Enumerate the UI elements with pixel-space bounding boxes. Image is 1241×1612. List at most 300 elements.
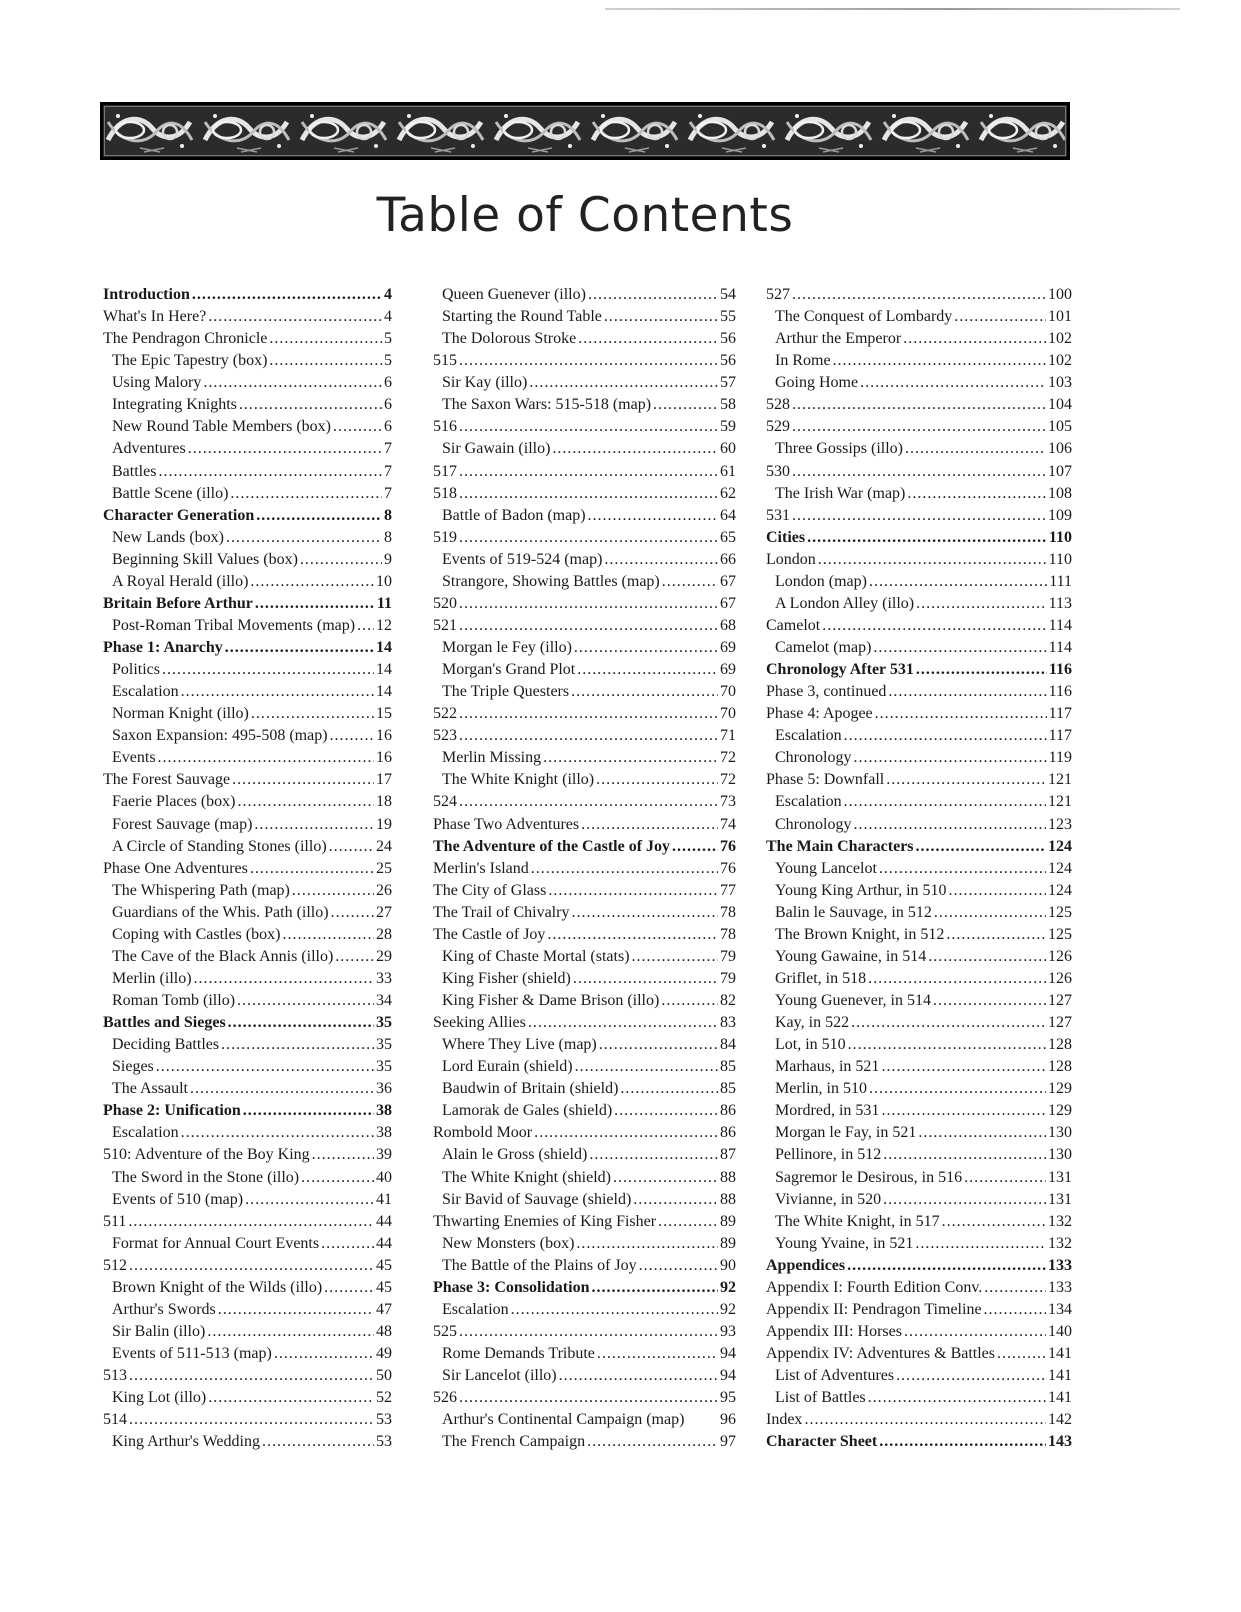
toc-leader-dots bbox=[543, 747, 718, 769]
toc-entry-title: Phase One Adventures bbox=[103, 859, 248, 877]
toc-leader-dots bbox=[868, 1387, 1046, 1409]
toc-entry-page: 19 bbox=[376, 815, 392, 833]
toc-entry-title: Lamorak de Gales (shield) bbox=[442, 1102, 613, 1120]
toc-entry-title: Beginning Skill Values (box) bbox=[112, 550, 298, 568]
toc-entry-page: 141 bbox=[1048, 1389, 1072, 1407]
toc-entry-title: A London Alley (illo) bbox=[775, 594, 915, 612]
toc-entry-page: 62 bbox=[720, 484, 736, 502]
toc-entry-page: 67 bbox=[720, 594, 736, 612]
toc-leader-dots bbox=[243, 1100, 374, 1122]
toc-entry bbox=[433, 483, 736, 505]
toc-leader-dots bbox=[949, 880, 1046, 902]
toc-leader-dots bbox=[559, 1365, 718, 1387]
toc-entry-title: Arthur's Continental Campaign (map) bbox=[442, 1411, 685, 1429]
toc-entry-title: Appendices bbox=[766, 1256, 846, 1274]
toc-leader-dots bbox=[188, 438, 382, 460]
toc-entry-page: 14 bbox=[376, 639, 392, 656]
toc-entry bbox=[766, 1387, 1072, 1409]
toc-entry-title: King Arthur's Wedding bbox=[112, 1433, 260, 1451]
toc-leader-dots bbox=[589, 1144, 718, 1166]
toc-entry-title: Escalation bbox=[442, 1300, 509, 1318]
toc-entry-page: 72 bbox=[720, 771, 736, 789]
toc-entry bbox=[433, 858, 736, 880]
toc-entry-title: Integrating Knights bbox=[112, 396, 237, 414]
toc-leader-dots bbox=[869, 571, 1047, 593]
toc-entry-title: Battles and Sieges bbox=[103, 1014, 226, 1032]
toc-leader-dots bbox=[181, 1122, 374, 1144]
toc-entry-page: 79 bbox=[720, 969, 736, 987]
toc-leader-dots bbox=[879, 858, 1046, 880]
toc-entry bbox=[433, 615, 736, 637]
toc-entry-title: 515 bbox=[433, 352, 457, 370]
toc-entry-page: 26 bbox=[376, 881, 392, 899]
toc-entry-title: Sir Balin (illo) bbox=[112, 1322, 206, 1340]
toc-entry bbox=[766, 836, 1072, 858]
toc-entry-title: The Battle of the Plains of Joy bbox=[442, 1256, 637, 1274]
toc-entry-title: Sagremor le Desirous, in 516 bbox=[775, 1168, 963, 1186]
toc-leader-dots bbox=[964, 1167, 1046, 1189]
toc-entry-page: 124 bbox=[1048, 881, 1072, 899]
toc-entry-title: Where They Live (map) bbox=[442, 1036, 597, 1054]
toc-leader-dots bbox=[896, 1365, 1046, 1387]
toc-entry bbox=[103, 394, 392, 416]
toc-entry bbox=[766, 1100, 1072, 1122]
toc-entry-title: 525 bbox=[433, 1322, 457, 1340]
toc-entry-title: Starting the Round Table bbox=[442, 308, 602, 326]
toc-entry-page: 45 bbox=[376, 1256, 392, 1274]
toc-entry-page: 102 bbox=[1048, 352, 1072, 370]
toc-entry bbox=[766, 527, 1072, 549]
toc-entry bbox=[103, 416, 392, 438]
toc-leader-dots bbox=[203, 372, 382, 394]
toc-entry-page: 47 bbox=[376, 1300, 392, 1318]
toc-entry-page: 6 bbox=[384, 374, 392, 392]
toc-entry bbox=[766, 1034, 1072, 1056]
toc-leader-dots bbox=[190, 1078, 374, 1100]
toc-entry-page: 77 bbox=[720, 881, 736, 899]
toc-entry-title: Norman Knight (illo) bbox=[112, 705, 249, 723]
toc-leader-dots bbox=[254, 814, 374, 836]
toc-entry-page: 114 bbox=[1048, 616, 1072, 634]
toc-entry-page: 121 bbox=[1048, 793, 1072, 811]
toc-entry-title: Sir Lancelot (illo) bbox=[442, 1367, 557, 1385]
toc-leader-dots bbox=[181, 681, 374, 703]
toc-entry-title: Appendix III: Horses bbox=[766, 1322, 902, 1340]
toc-entry bbox=[433, 1211, 736, 1233]
toc-entry-page: 60 bbox=[720, 440, 736, 458]
toc-entry-title: The Pendragon Chronicle bbox=[103, 330, 268, 348]
toc-entry bbox=[766, 902, 1072, 924]
toc-entry-title: The Triple Questers bbox=[442, 683, 570, 701]
toc-leader-dots bbox=[528, 1012, 718, 1034]
toc-entry bbox=[766, 1277, 1072, 1299]
toc-entry-page: 78 bbox=[720, 925, 736, 943]
toc-entry-title: Battle of Badon (map) bbox=[442, 506, 586, 524]
toc-entry bbox=[103, 1431, 392, 1453]
page-title: Table of Contents bbox=[376, 188, 794, 243]
toc-entry-title: London (map) bbox=[775, 572, 867, 590]
toc-entry-page: 87 bbox=[720, 1146, 736, 1164]
toc-entry-title: Guardians of the Whis. Path (illo) bbox=[112, 903, 329, 921]
toc-entry bbox=[766, 747, 1072, 769]
toc-entry bbox=[766, 1233, 1072, 1255]
toc-entry bbox=[433, 1189, 736, 1211]
toc-entry-title: Battles bbox=[112, 462, 157, 480]
toc-entry-title: Phase 4: Apogee bbox=[766, 705, 873, 723]
toc-leader-dots bbox=[822, 615, 1046, 637]
toc-column-1 bbox=[103, 284, 392, 1453]
toc-leader-dots bbox=[529, 372, 718, 394]
toc-entry-title: 516 bbox=[433, 418, 457, 436]
toc-entry bbox=[433, 1387, 736, 1409]
toc-entry-page: 14 bbox=[376, 661, 392, 679]
toc-leader-dots bbox=[459, 416, 718, 438]
toc-entry bbox=[103, 1365, 392, 1387]
toc-entry bbox=[433, 814, 736, 836]
toc-entry bbox=[766, 1189, 1072, 1211]
toc-entry-title: 510: Adventure of the Boy King bbox=[103, 1146, 310, 1164]
toc-entry bbox=[103, 1056, 392, 1078]
toc-entry bbox=[103, 505, 392, 527]
toc-entry-page: 92 bbox=[720, 1278, 736, 1296]
toc-entry bbox=[433, 659, 736, 681]
toc-leader-dots bbox=[250, 858, 374, 880]
toc-leader-dots bbox=[916, 659, 1047, 681]
toc-entry-page: 70 bbox=[720, 705, 736, 723]
toc-entry-title: Phase Two Adventures bbox=[433, 815, 580, 833]
toc-entry bbox=[103, 902, 392, 924]
toc-entry-page: 44 bbox=[376, 1234, 392, 1252]
toc-entry-page: 132 bbox=[1048, 1234, 1072, 1252]
toc-entry bbox=[766, 1431, 1072, 1453]
toc-leader-dots bbox=[531, 858, 718, 880]
toc-entry-title: Adventures bbox=[112, 440, 186, 458]
toc-entry bbox=[766, 1078, 1072, 1100]
toc-entry bbox=[766, 1144, 1072, 1166]
toc-column-3 bbox=[766, 284, 1072, 1453]
toc-entry-page: 8 bbox=[384, 528, 392, 546]
toc-entry-page: 95 bbox=[720, 1389, 736, 1407]
toc-entry-title: Post-Roman Tribal Movements (map) bbox=[112, 616, 356, 634]
toc-entry bbox=[766, 814, 1072, 836]
toc-leader-dots bbox=[599, 1034, 718, 1056]
toc-leader-dots bbox=[459, 527, 718, 549]
toc-entry-title: Chronology bbox=[775, 815, 852, 833]
toc-entry bbox=[103, 549, 392, 571]
toc-entry-title: Politics bbox=[112, 661, 161, 679]
toc-entry-title: King Lot (illo) bbox=[112, 1389, 207, 1407]
toc-entry-page: 69 bbox=[720, 639, 736, 656]
toc-entry-page: 141 bbox=[1048, 1345, 1072, 1362]
toc-entry bbox=[103, 1387, 392, 1409]
toc-leader-dots bbox=[282, 924, 374, 946]
toc-entry-title: 520 bbox=[433, 594, 457, 612]
toc-entry-title: Events of 510 (map) bbox=[112, 1190, 244, 1208]
toc-entry-title: Rombold Moor bbox=[433, 1124, 533, 1142]
toc-entry-title: Going Home bbox=[775, 374, 859, 392]
toc-entry-title: The Sword in the Stone (illo) bbox=[112, 1168, 300, 1186]
toc-entry-page: 128 bbox=[1048, 1058, 1072, 1076]
toc-entry-page: 11 bbox=[376, 594, 392, 612]
toc-entry-page: 38 bbox=[376, 1102, 392, 1120]
toc-entry-title: Events of 519-524 (map) bbox=[442, 550, 603, 568]
toc-entry-title: The Castle of Joy bbox=[433, 925, 546, 943]
toc-entry-page: 90 bbox=[720, 1256, 736, 1274]
toc-entry-title: Camelot (map) bbox=[775, 639, 872, 656]
toc-leader-dots bbox=[329, 836, 374, 858]
toc-entry-title: Strangore, Showing Battles (map) bbox=[442, 572, 660, 590]
toc-leader-dots bbox=[844, 791, 1046, 813]
toc-entry-page: 6 bbox=[384, 396, 392, 414]
toc-entry bbox=[103, 725, 392, 747]
toc-leader-dots bbox=[571, 902, 718, 924]
toc-entry bbox=[433, 747, 736, 769]
toc-entry-title: Morgan le Fay, in 521 bbox=[775, 1124, 917, 1142]
toc-entry-page: 85 bbox=[720, 1080, 736, 1098]
top-rule bbox=[605, 8, 1180, 10]
toc-entry-title: Baudwin of Britain (shield) bbox=[442, 1080, 619, 1098]
toc-entry-title: A Royal Herald (illo) bbox=[112, 572, 249, 590]
toc-leader-dots bbox=[548, 880, 718, 902]
toc-leader-dots bbox=[588, 505, 718, 527]
toc-leader-dots bbox=[881, 1056, 1046, 1078]
toc-leader-dots bbox=[905, 438, 1046, 460]
toc-leader-dots bbox=[576, 1233, 718, 1255]
toc-leader-dots bbox=[218, 1299, 374, 1321]
toc-entry-title: Lot, in 510 bbox=[775, 1036, 846, 1054]
toc-leader-dots bbox=[632, 946, 718, 968]
toc-entry bbox=[433, 1100, 736, 1122]
toc-leader-dots bbox=[251, 703, 374, 725]
toc-entry-title: Saxon Expansion: 495-508 (map) bbox=[112, 727, 328, 745]
toc-entry-page: 132 bbox=[1048, 1212, 1072, 1230]
toc-entry-page: 33 bbox=[376, 969, 392, 987]
toc-entry-title: Young Lancelot bbox=[775, 859, 877, 877]
toc-entry-page: 106 bbox=[1048, 440, 1072, 458]
toc-entry-title: Phase 5: Downfall bbox=[766, 771, 885, 789]
toc-entry-title: The Assault bbox=[112, 1080, 188, 1098]
toc-entry bbox=[103, 1122, 392, 1144]
toc-entry-title: New Round Table Members (box) bbox=[112, 418, 331, 436]
toc-entry-title: Chronology After 531 bbox=[766, 661, 914, 679]
toc-entry-title: The White Knight (illo) bbox=[442, 771, 595, 789]
toc-leader-dots bbox=[661, 990, 718, 1012]
toc-entry bbox=[433, 791, 736, 813]
toc-leader-dots bbox=[357, 615, 374, 637]
toc-entry bbox=[103, 483, 392, 505]
toc-entry bbox=[766, 681, 1072, 703]
toc-entry bbox=[433, 769, 736, 791]
toc-entry bbox=[433, 306, 736, 328]
toc-entry bbox=[433, 968, 736, 990]
toc-entry-title: 519 bbox=[433, 528, 457, 546]
toc-entry bbox=[433, 549, 736, 571]
toc-leader-dots bbox=[604, 306, 718, 328]
toc-entry bbox=[103, 836, 392, 858]
toc-leader-dots bbox=[321, 1233, 374, 1255]
toc-entry-title: Forest Sauvage (map) bbox=[112, 815, 253, 833]
toc-entry bbox=[103, 1299, 392, 1321]
toc-entry-page: 130 bbox=[1048, 1124, 1072, 1142]
toc-leader-dots bbox=[221, 1034, 374, 1056]
toc-leader-dots bbox=[868, 968, 1046, 990]
toc-entry-page: 100 bbox=[1048, 286, 1072, 303]
toc-entry-page: 113 bbox=[1048, 594, 1072, 612]
toc-leader-dots bbox=[807, 527, 1047, 549]
toc-entry-title: London bbox=[766, 550, 816, 568]
toc-entry-page: 72 bbox=[720, 749, 736, 767]
toc-entry bbox=[433, 1409, 736, 1431]
toc-entry bbox=[103, 306, 392, 328]
toc-entry bbox=[433, 703, 736, 725]
toc-entry bbox=[103, 880, 392, 902]
toc-entry-page: 35 bbox=[376, 1014, 392, 1032]
toc-entry-page: 121 bbox=[1048, 771, 1072, 789]
toc-entry bbox=[433, 1034, 736, 1056]
toc-entry-page: 55 bbox=[720, 308, 736, 326]
toc-entry bbox=[766, 505, 1072, 527]
toc-leader-dots bbox=[232, 769, 374, 791]
toc-leader-dots bbox=[907, 483, 1046, 505]
toc-entry bbox=[103, 328, 392, 350]
toc-entry-page: 110 bbox=[1048, 528, 1072, 546]
toc-entry bbox=[766, 549, 1072, 571]
toc-entry bbox=[766, 880, 1072, 902]
toc-leader-dots bbox=[459, 350, 718, 372]
toc-entry-page: 52 bbox=[376, 1389, 392, 1407]
toc-leader-dots bbox=[245, 1189, 374, 1211]
toc-entry-title: The Cave of the Black Annis (illo) bbox=[112, 947, 334, 965]
toc-entry-page: 97 bbox=[720, 1433, 736, 1451]
toc-entry bbox=[103, 703, 392, 725]
toc-entry-title: New Monsters (box) bbox=[442, 1234, 575, 1252]
toc-entry-title: Mordred, in 531 bbox=[775, 1102, 880, 1120]
toc-entry bbox=[433, 505, 736, 527]
toc-entry-title: Escalation bbox=[112, 1124, 179, 1142]
toc-entry-title: What's In Here? bbox=[103, 308, 207, 326]
toc-leader-dots bbox=[459, 483, 718, 505]
toc-entry bbox=[433, 328, 736, 350]
toc-entry bbox=[433, 946, 736, 968]
toc-entry-title: Marhaus, in 521 bbox=[775, 1058, 880, 1076]
toc-entry bbox=[103, 1233, 392, 1255]
toc-entry bbox=[766, 1343, 1072, 1365]
toc-entry bbox=[766, 1012, 1072, 1034]
toc-leader-dots bbox=[672, 836, 718, 858]
toc-leader-dots bbox=[879, 1431, 1046, 1453]
toc-leader-dots bbox=[653, 394, 718, 416]
toc-leader-dots bbox=[333, 416, 382, 438]
toc-entry bbox=[766, 1365, 1072, 1387]
toc-entry-title: King Fisher (shield) bbox=[442, 969, 571, 987]
toc-leader-dots bbox=[942, 1211, 1046, 1233]
toc-entry-title: 513 bbox=[103, 1367, 127, 1385]
toc-entry-title: Britain Before Arthur bbox=[103, 594, 253, 612]
toc-entry-page: 24 bbox=[376, 837, 392, 855]
toc-entry-title: Battle Scene (illo) bbox=[112, 484, 229, 502]
toc-leader-dots bbox=[860, 372, 1046, 394]
toc-entry bbox=[103, 1189, 392, 1211]
toc-leader-dots bbox=[620, 1078, 718, 1100]
toc-leader-dots bbox=[984, 1299, 1046, 1321]
toc-entry-title: Coping with Castles (box) bbox=[112, 925, 281, 943]
toc-entry bbox=[433, 1012, 736, 1034]
toc-entry-title: The Epic Tapestry (box) bbox=[112, 352, 268, 370]
celtic-knotwork-banner-icon bbox=[100, 102, 1070, 160]
toc-entry-title: New Lands (box) bbox=[112, 528, 224, 546]
toc-leader-dots bbox=[873, 637, 1046, 659]
toc-entry bbox=[766, 1255, 1072, 1277]
toc-entry bbox=[433, 438, 736, 460]
toc-leader-dots bbox=[228, 1012, 374, 1034]
toc-entry-page: 116 bbox=[1048, 683, 1072, 701]
toc-entry bbox=[103, 1277, 392, 1299]
toc-leader-dots bbox=[331, 902, 374, 924]
toc-entry-title: The Adventure of the Castle of Joy bbox=[433, 837, 671, 855]
toc-leader-dots bbox=[128, 1211, 374, 1233]
toc-leader-dots bbox=[903, 328, 1046, 350]
toc-entry-page: 15 bbox=[376, 705, 392, 723]
toc-entry bbox=[433, 1299, 736, 1321]
toc-entry-page: 124 bbox=[1048, 837, 1072, 855]
toc-leader-dots bbox=[158, 747, 374, 769]
toc-entry-title: Faerie Places (box) bbox=[112, 793, 236, 811]
toc-entry-title: Camelot bbox=[766, 616, 821, 634]
toc-leader-dots bbox=[954, 306, 1046, 328]
toc-entry bbox=[766, 1409, 1072, 1431]
toc-entry-page: 117 bbox=[1048, 727, 1072, 745]
toc-leader-dots bbox=[997, 1343, 1046, 1365]
toc-entry-title: Events bbox=[112, 749, 156, 767]
toc-entry bbox=[766, 1167, 1072, 1189]
toc-entry-page: 93 bbox=[720, 1322, 736, 1340]
toc-entry-title: Vivianne, in 520 bbox=[775, 1190, 882, 1208]
toc-entry-title: Merlin's Island bbox=[433, 859, 529, 877]
toc-entry-page: 88 bbox=[720, 1190, 736, 1208]
toc-entry-title: Appendix I: Fourth Edition Conv. bbox=[766, 1278, 983, 1296]
toc-leader-dots bbox=[239, 394, 382, 416]
toc-entry-title: The Forest Sauvage bbox=[103, 771, 231, 789]
toc-entry bbox=[103, 1144, 392, 1166]
toc-entry bbox=[433, 637, 736, 659]
toc-entry bbox=[766, 924, 1072, 946]
toc-entry bbox=[433, 1233, 736, 1255]
toc-entry-title: Deciding Battles bbox=[112, 1036, 220, 1054]
toc-entry-page: 69 bbox=[720, 661, 736, 679]
toc-leader-dots bbox=[833, 350, 1046, 372]
toc-leader-dots bbox=[946, 924, 1046, 946]
toc-entry-page: 125 bbox=[1048, 925, 1072, 943]
toc-leader-dots bbox=[301, 1167, 374, 1189]
toc-entry-page: 116 bbox=[1048, 661, 1072, 679]
toc-entry-page: 92 bbox=[720, 1300, 736, 1318]
toc-entry-page: 107 bbox=[1048, 462, 1072, 480]
toc-entry bbox=[103, 747, 392, 769]
toc-entry-page: 126 bbox=[1048, 947, 1072, 965]
toc-leader-dots bbox=[255, 593, 375, 615]
toc-entry bbox=[766, 571, 1072, 593]
toc-entry-page: 17 bbox=[376, 771, 392, 789]
toc-leader-dots bbox=[552, 438, 718, 460]
toc-leader-dots bbox=[238, 791, 374, 813]
toc-entry bbox=[766, 328, 1072, 350]
toc-entry-page: 4 bbox=[384, 286, 392, 303]
toc-entry-title: Pellinore, in 512 bbox=[775, 1146, 882, 1164]
toc-entry-page: 18 bbox=[376, 793, 392, 811]
toc-entry-title: 522 bbox=[433, 705, 457, 723]
toc-leader-dots bbox=[459, 593, 718, 615]
toc-entry-page: 28 bbox=[376, 925, 392, 943]
